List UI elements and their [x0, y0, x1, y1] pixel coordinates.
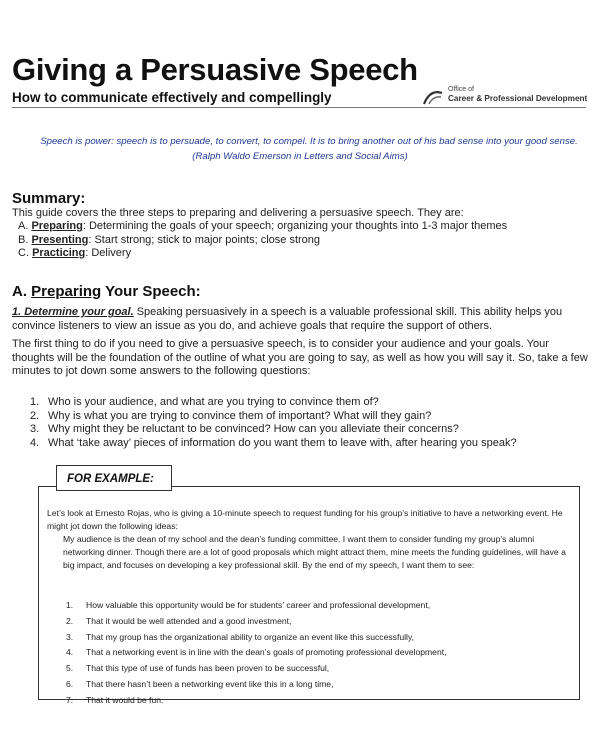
list-item: 2. Why is what you are trying to convince them of important? What will they gain?	[30, 409, 432, 422]
summary-item	[18, 220, 507, 234]
goal-label: 1. Determine your goal.	[12, 306, 134, 318]
list-item: 7. That it would be fun.	[66, 694, 164, 705]
summary-intro: This guide covers the three steps to preparing and delivering a persuasive speech. They are:	[12, 207, 464, 219]
summary-item-letter: B.	[18, 233, 29, 246]
questions-list	[30, 396, 517, 450]
summary-item-desc: : Start strong; stick to major points; close strong	[88, 233, 321, 246]
logo-department-text: Career & Professional Development	[448, 94, 588, 103]
goal-text: Speaking persuasively in a speech is a valuable professional skill. This ability helps you convince listeners to view an issue as you do, and achieve goals that require the support of others.	[12, 306, 563, 332]
summary-list	[18, 220, 507, 261]
summary-item-term: Practicing	[32, 247, 86, 259]
example-label: FOR EXAMPLE:	[56, 465, 172, 491]
list-item: 1. Who is your audience, and what are you trying to convince them of?	[30, 396, 379, 408]
summary-heading: Summary:	[12, 190, 86, 207]
audience-paragraph: The first thing to do if you need to give a persuasive speech, is to consider your audience and your goals. Your thoughts will be the foundation of the outline of what you are going to say, as well as how you will say it. So, take a few minutes to jot down some answers to the following questions:	[12, 338, 588, 377]
list-item: 3. Why might they be reluctant to be convinced? How can you alleviate their concerns?	[30, 423, 459, 435]
summary-item	[18, 247, 507, 261]
summary-item-desc: : Delivery	[85, 247, 132, 259]
list-item: 5. That this type of use of funds has been proven to be successful,	[66, 663, 330, 674]
summary-item-term: Presenting	[31, 233, 89, 246]
list-item: 4. That a networking event is in line with the dean’s goals of promoting professional development,	[66, 647, 447, 658]
section-a-heading: A. Preparing Your Speech:	[12, 283, 201, 300]
summary-item-term: Preparing	[31, 220, 83, 232]
page-subtitle: How to communicate effectively and compellingly	[12, 90, 332, 105]
summary-item	[18, 234, 507, 248]
list-item: 2. That it would be well attended and a good investment,	[66, 615, 292, 626]
quote-text: Speech is power: speech is to persuade, to convert, to compel. It is to bring another out of his bad sense into your good sense.	[40, 136, 578, 147]
list-item: 4. What ‘take away’ pieces of information do you want them to leave with, after hearing you speak?	[30, 436, 517, 449]
example-intro: Let’s look at Ernesto Rojas, who is giving a 10-minute speech to request funding for his group’s initiative to have a networking event. He might jot down the following ideas:	[47, 508, 563, 531]
list-item: 6. That there hasn’t been a networking event like this in a long time,	[66, 678, 334, 689]
list-item: 1. How valuable this opportunity would be for students’ career and professional development,	[66, 600, 431, 610]
logo-office-text: Office of	[448, 86, 474, 93]
office-logo	[422, 86, 592, 106]
page-title: Giving a Persuasive Speech	[12, 52, 418, 87]
summary-item-letter: A.	[18, 220, 29, 232]
arch-logo-icon	[422, 87, 444, 105]
list-item: 3. That my group has the organizational ability to organize an event like this successfully,	[66, 631, 415, 642]
goal-paragraph	[12, 306, 594, 333]
quote-block	[0, 134, 600, 164]
example-list	[66, 598, 447, 709]
header-divider	[12, 107, 586, 108]
summary-item-desc: : Determining the goals of your speech; organizing your thoughts into 1-3 major themes	[82, 220, 508, 232]
summary-item-letter: C.	[18, 247, 29, 259]
quote-attribution: (Ralph Waldo Emerson in Letters and Social Aims)	[192, 151, 408, 162]
example-notes: My audience is the dean of my school and the dean’s funding committee. I want them to consider funding my group’s alumni networking dinner. Though there are a lot of good proposals which might attract them, mine meets the funding guidelines, will have a big impact, and focuses on developing a key professional skill. By the end of my speech, I want them to see:	[63, 534, 566, 570]
